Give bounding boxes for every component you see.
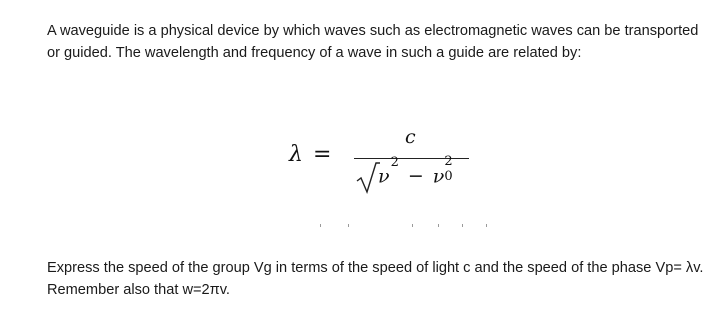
den-nu: ν — [378, 165, 390, 188]
formula-denominator — [378, 154, 456, 188]
den-nu0-indices — [444, 154, 456, 185]
den-minus: − — [407, 165, 424, 188]
formula-equals: = — [313, 142, 332, 167]
square-root-sign — [354, 161, 380, 195]
formula-lambda: λ — [289, 142, 303, 167]
den-exp: 2 — [390, 155, 399, 170]
den-nu0: ν — [432, 165, 445, 188]
den-nu0-sub: 0 — [444, 169, 453, 185]
question-paragraph: Express the speed of the group Vg in terms of the speed of light c and the speed of the phase Vp= λv. Remember also that w=2πv. — [47, 260, 704, 298]
formula-numerator: c — [405, 126, 416, 148]
scan-artifact-marks — [320, 224, 500, 228]
wavelength-formula — [289, 128, 469, 208]
den-nu0-exp: 2 — [444, 154, 453, 170]
intro-paragraph: A waveguide is a physical device by which waves such as electromagnetic waves can be transported or guided. The wavelength and frequency of a wave in such a guide are related by: — [47, 23, 699, 61]
